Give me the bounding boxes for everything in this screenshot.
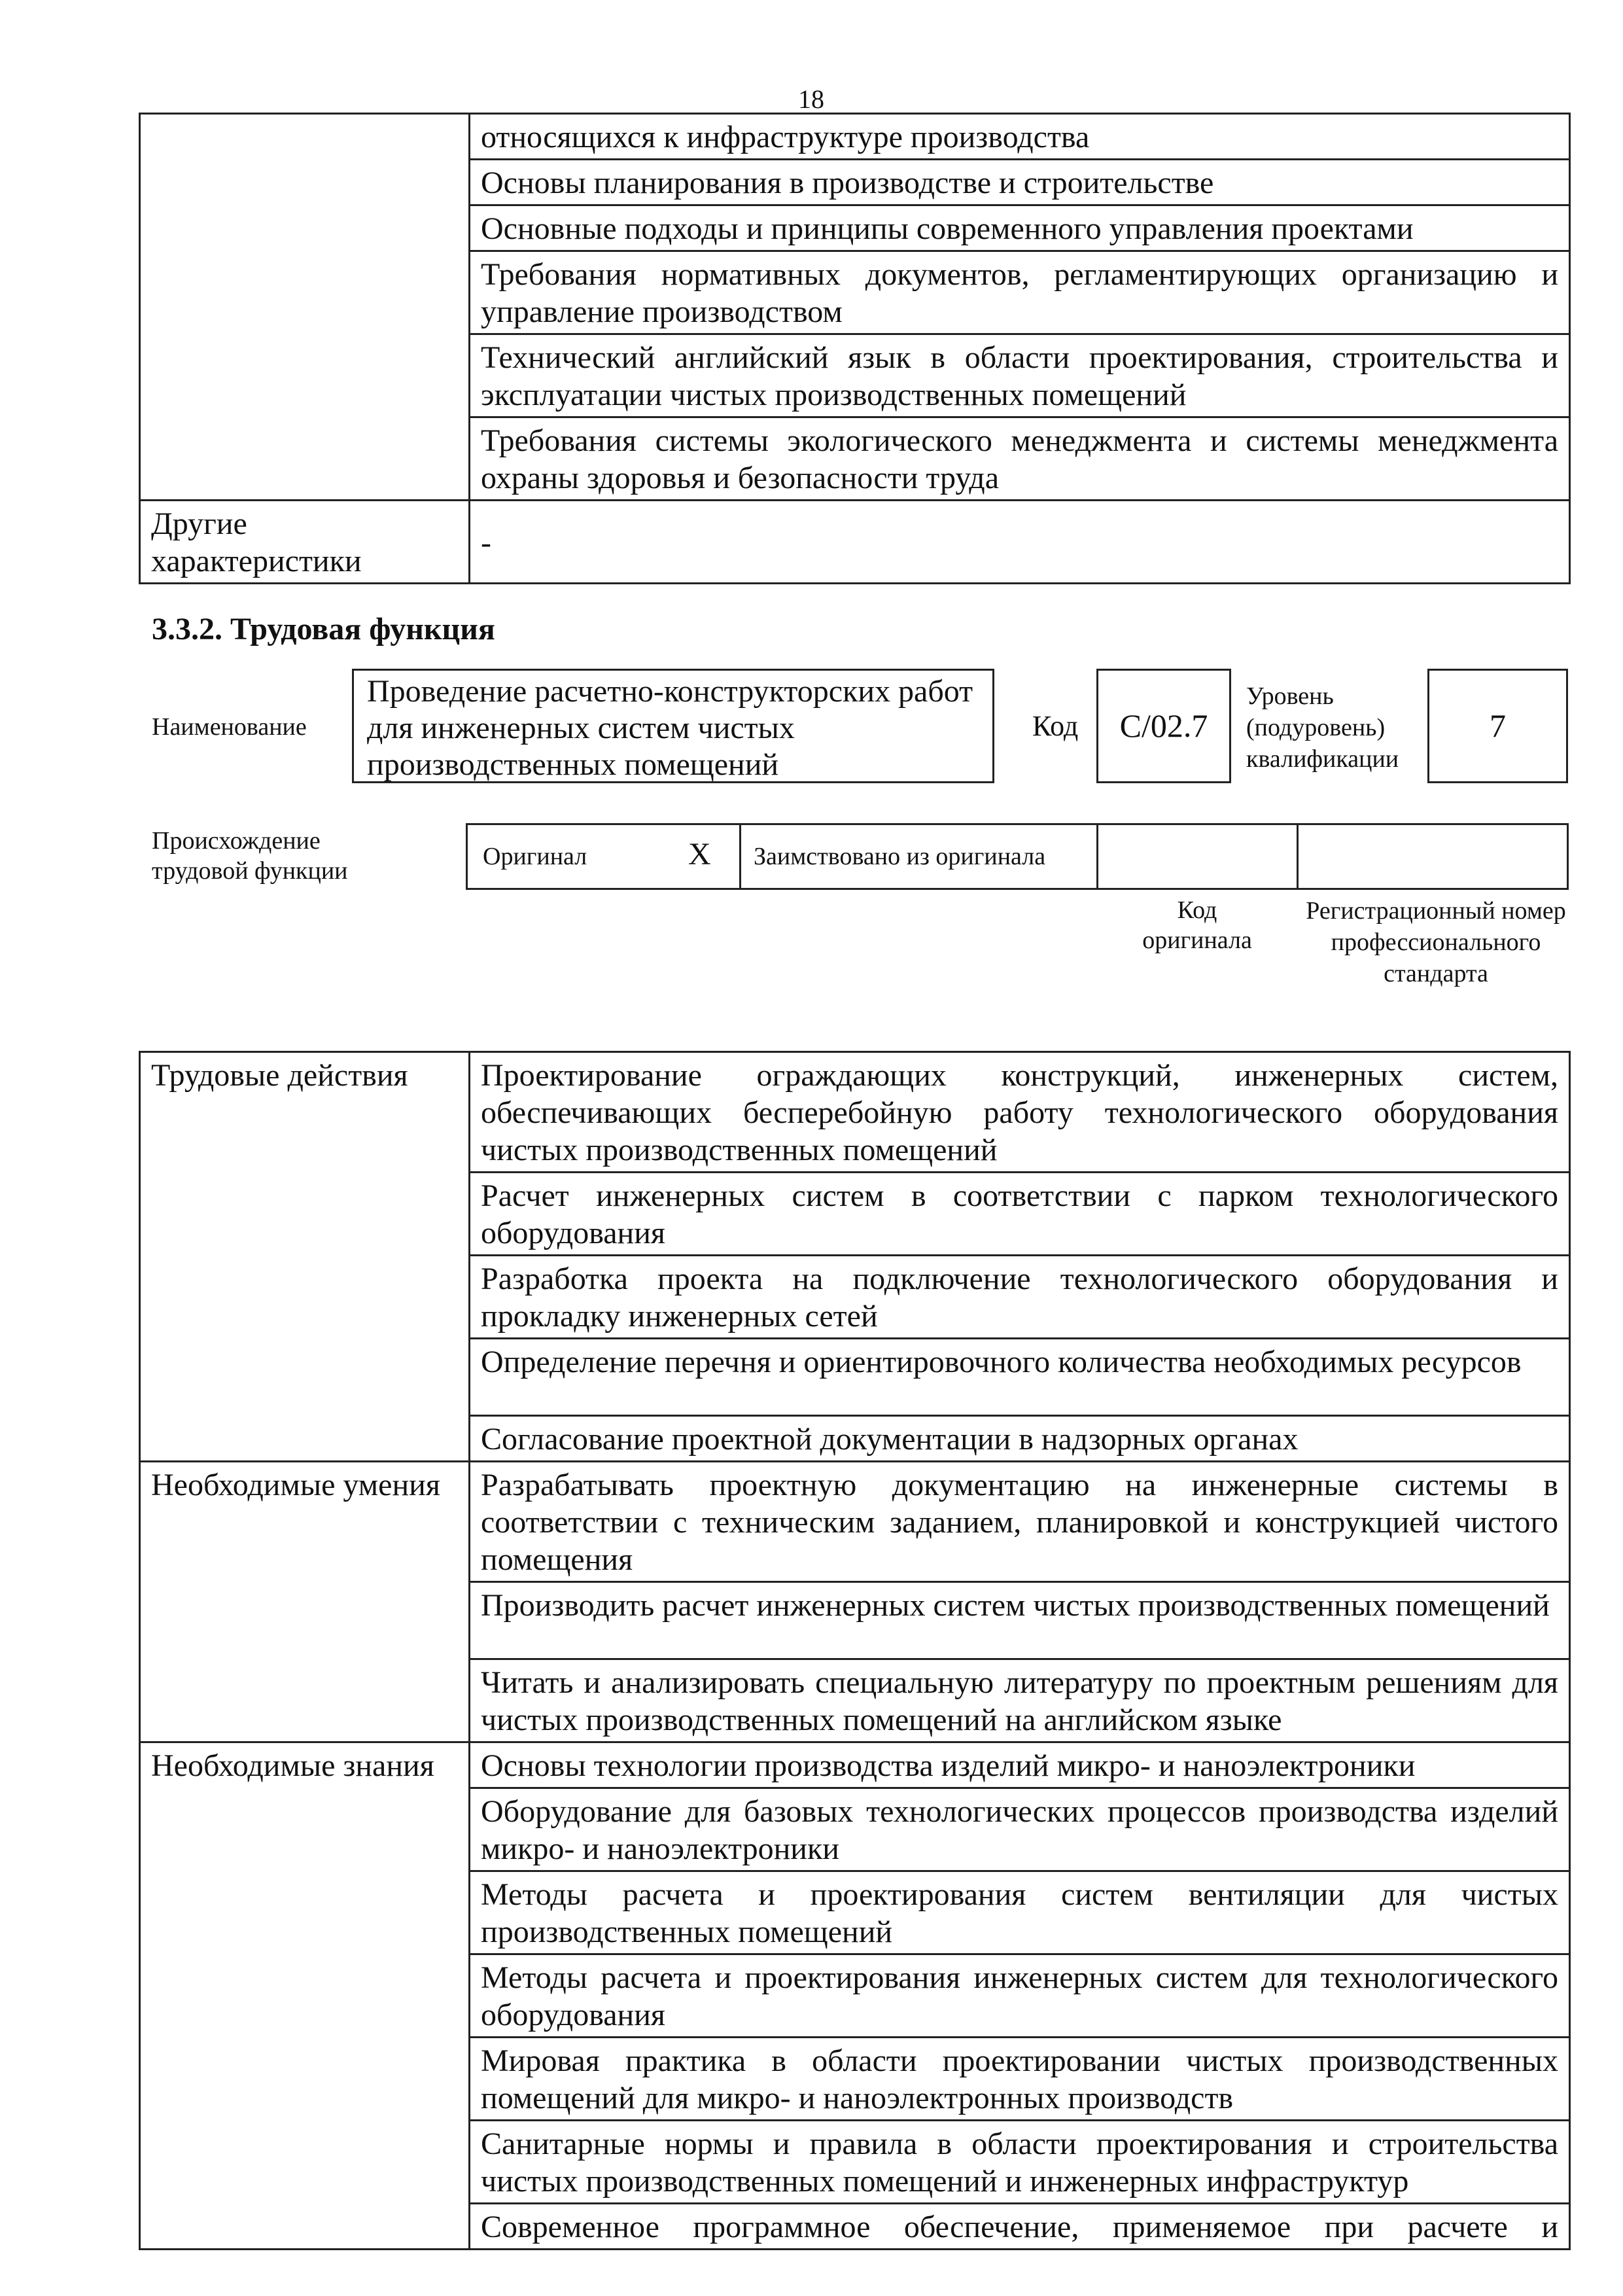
function-name-value: Проведение расчетно-конструкторских работ для инженерных систем чистых производственных помещений (367, 674, 973, 782)
knowledge-item: Методы расчета и проектирования систем вентиляции для чистых производственных помещений (470, 1871, 1570, 1954)
original-code-caption: Код оригинала (1142, 896, 1252, 954)
continued-knowledge-table (139, 113, 1571, 584)
borrowed-label: Заимствовано из оригинала (754, 843, 1046, 870)
labor-action-item: Согласование проектной документации в надзорных органах (470, 1416, 1570, 1462)
knowledge-item: Основные подходы и принципы современного управления проектами (470, 205, 1570, 251)
code-value: C/02.7 (1119, 707, 1208, 744)
knowledge-item: Оборудование для базовых технологических процессов производства изделий микро- и наноэлектроники (470, 1788, 1570, 1871)
knowledge-label: Необходимые знания (140, 1742, 470, 2250)
function-name-box (352, 669, 994, 783)
level-label: Уровень (подуровень) квалификации (1246, 682, 1399, 773)
skills-label: Необходимые умения (140, 1462, 470, 1742)
knowledge-item: Требования системы экологического менеджмента и системы менеджмента охраны здоровья и безопасности труда (470, 417, 1570, 501)
code-value-box (1096, 669, 1231, 783)
page-number: 18 (798, 84, 824, 114)
labor-action-item: Проектирование ограждающих конструкций, инженерных систем, обеспечивающих бесперебойную работу технологического оборудования чистых производственных помещений (470, 1052, 1570, 1173)
knowledge-label-cell (140, 114, 470, 501)
other-characteristics-label: Другие характеристики (140, 501, 470, 584)
skill-item: Читать и анализировать специальную литературу по проектным решениям для чистых производственных помещений на английском языке (470, 1659, 1570, 1742)
labor-action-item: Разработка проекта на подключение технологического оборудования и прокладку инженерных сетей (470, 1256, 1570, 1339)
skill-item: Разрабатывать проектную документацию на инженерные системы в соответствии с техническим заданием, планировкой и конструкцией чистого помещения (470, 1462, 1570, 1582)
level-value-box (1427, 669, 1568, 783)
knowledge-item: Мировая практика в области проектировании чистых производственных помещений для микро- и наноэлектронных производств (470, 2038, 1570, 2121)
labor-action-item: Определение перечня и ориентировочного количества необходимых ресурсов (470, 1339, 1570, 1416)
knowledge-item: относящихся к инфраструктуре производства (470, 114, 1570, 160)
knowledge-item: Санитарные нормы и правила в области проектирования и строительства чистых производственных помещений и инженерных инфраструктур (470, 2121, 1570, 2204)
other-characteristics-value: - (470, 501, 1570, 584)
origin-label: Происхождение трудовой функции (152, 827, 348, 885)
knowledge-item: Основы планирования в производстве и строительстве (470, 160, 1570, 205)
registration-number-caption: Регистрационный номер профессионального стандарта (1306, 897, 1566, 987)
labor-action-item: Расчет инженерных систем в соответствии с парком технологического оборудования (470, 1173, 1570, 1256)
labor-actions-label: Трудовые действия (140, 1052, 470, 1462)
knowledge-item: Методы расчета и проектирования инженерных систем для технологического оборудования (470, 1954, 1570, 2038)
skill-item: Производить расчет инженерных систем чистых производственных помещений (470, 1582, 1570, 1659)
level-value: 7 (1490, 707, 1506, 744)
knowledge-item: Технический английский язык в области проектирования, строительства и эксплуатации чистых производственных помещений (470, 334, 1570, 417)
code-label: Код (1032, 710, 1079, 742)
knowledge-item: Основы технологии производства изделий микро- и наноэлектроники (470, 1742, 1570, 1788)
name-label: Наименование (152, 713, 307, 741)
knowledge-item: Современное программное обеспечение, применяемое при расчете и (470, 2204, 1570, 2250)
labor-function-table (139, 1051, 1571, 2250)
section-title: 3.3.2. Трудовая функция (152, 612, 495, 646)
knowledge-item: Требования нормативных документов, регламентирующих организацию и управление производством (470, 251, 1570, 334)
original-label: Оригинал (483, 843, 587, 870)
original-mark: X (688, 837, 711, 872)
